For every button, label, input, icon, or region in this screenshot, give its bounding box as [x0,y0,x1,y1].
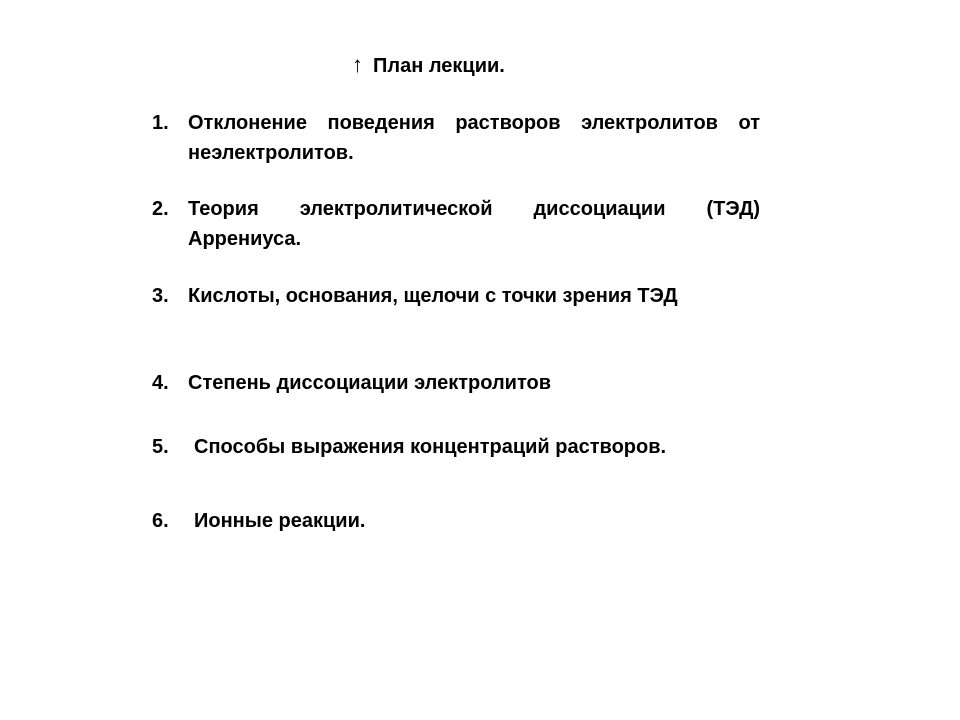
list-item-number: 2. [152,198,169,220]
list-item-number: 5. [152,436,169,458]
list-item-text: Ионные реакции. [194,510,366,532]
list-item-number: 4. [152,372,169,394]
list-item-text: Кислоты, основания, щелочи с точки зрения ТЭД [188,285,678,307]
list-item-text: Способы выражения концентраций растворов. [194,436,667,458]
list-item-text: Теория электролитической диссоциации (ТЭД) Аррениуса. [188,198,760,250]
list-item-text: Степень диссоциации электролитов [188,372,551,394]
list-item [152,506,760,536]
page-title-text: План лекции. [373,55,505,77]
list-item [152,194,760,254]
up-arrow-icon: ↑ [352,52,363,77]
page-title [352,50,505,81]
list-item [152,108,760,168]
list-item-number: 3. [152,285,169,307]
list-item-number: 1. [152,112,169,134]
list-item [152,281,760,311]
list-item-text: Отклонение поведения растворов электролитов от неэлектролитов. [188,112,760,164]
list-item [152,432,760,462]
list-item [152,368,760,398]
list-item-number: 6. [152,510,169,532]
